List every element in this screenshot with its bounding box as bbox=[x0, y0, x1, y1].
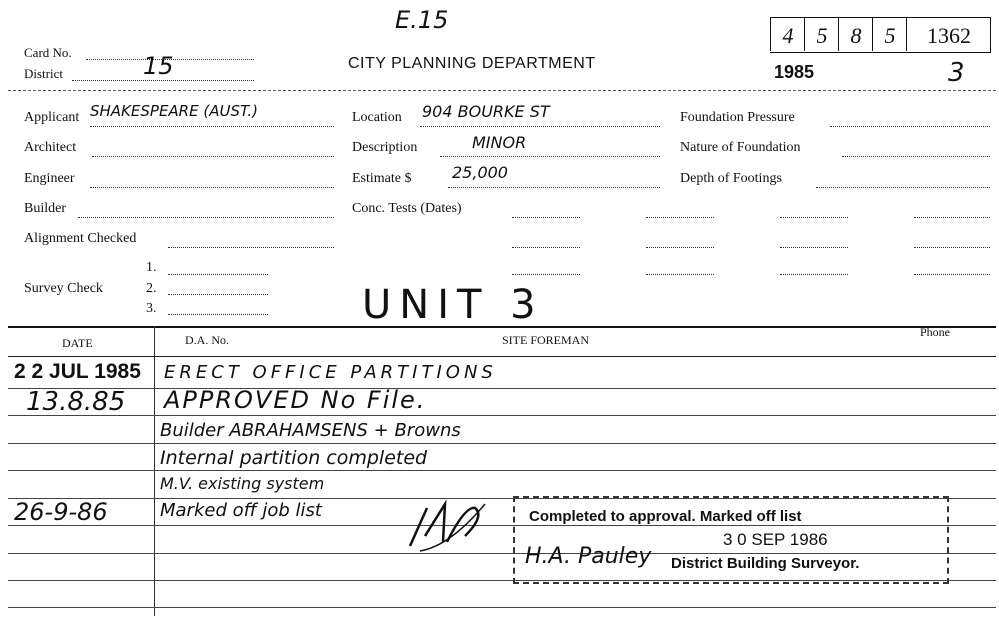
unit-note: UNIT 3 bbox=[362, 282, 544, 328]
number-box-3 bbox=[838, 17, 873, 51]
builder-label: Builder bbox=[24, 201, 66, 216]
conc-tests-line-a bbox=[512, 217, 580, 218]
stamp-date: 3 0 SEP 1986 bbox=[723, 530, 828, 549]
header-separator bbox=[8, 90, 996, 91]
location-line bbox=[420, 126, 660, 127]
engineer-label: Engineer bbox=[24, 171, 75, 186]
estimate-label: Estimate $ bbox=[352, 171, 412, 186]
sheet-number: 3 bbox=[948, 58, 965, 88]
survey-check-label: Survey Check bbox=[24, 281, 103, 296]
stamp-signature: H.A. Pauley bbox=[525, 544, 652, 569]
survey-number-1: 1. bbox=[146, 260, 157, 275]
log-table-top-border bbox=[8, 326, 996, 328]
log-date-column-divider bbox=[154, 326, 155, 616]
log-entry-text-3: Builder ABRAHAMSENS + Browns bbox=[160, 420, 461, 441]
survey-line-2 bbox=[168, 294, 268, 295]
depth-footings-label: Depth of Footings bbox=[680, 171, 782, 186]
alignment-label: Alignment Checked bbox=[24, 231, 137, 246]
number-box-3-value: 8 bbox=[850, 23, 862, 48]
location-value: 904 BOURKE ST bbox=[422, 102, 550, 121]
da-column-header: D.A. No. bbox=[185, 333, 229, 347]
alignment-line bbox=[168, 247, 334, 248]
nature-foundation-label: Nature of Foundation bbox=[680, 140, 801, 155]
test-line-r2c1 bbox=[646, 247, 714, 248]
district-value: 15 bbox=[143, 52, 174, 80]
description-label: Description bbox=[352, 140, 418, 155]
number-box-1 bbox=[770, 17, 805, 51]
log-rule-3 bbox=[8, 443, 996, 444]
log-rule-9 bbox=[8, 607, 996, 608]
test-line-r1c3 bbox=[914, 217, 990, 218]
log-entry-date-1: 2 2 JUL 1985 bbox=[14, 360, 141, 383]
log-header-rule bbox=[8, 356, 996, 357]
number-box-2 bbox=[804, 17, 839, 51]
number-box-1-value: 4 bbox=[782, 23, 794, 48]
log-entry-text-1: ERECT OFFICE PARTITIONS bbox=[164, 362, 497, 383]
architect-label: Architect bbox=[24, 140, 77, 155]
approval-stamp bbox=[513, 496, 949, 584]
conc-tests-label: Conc. Tests (Dates) bbox=[352, 201, 462, 216]
nature-foundation-line bbox=[842, 156, 990, 157]
foundation-pressure-label: Foundation Pressure bbox=[680, 110, 795, 125]
location-label: Location bbox=[352, 110, 402, 125]
applicant-value: SHAKESPEARE (AUST.) bbox=[90, 102, 258, 120]
log-entry-text-4: Internal partition completed bbox=[160, 447, 428, 469]
architect-line bbox=[92, 156, 334, 157]
conc-tests-line-c bbox=[512, 274, 580, 275]
top-reference: E.15 bbox=[395, 6, 449, 34]
description-line bbox=[440, 156, 660, 157]
survey-line-1 bbox=[168, 274, 268, 275]
foundation-pressure-line bbox=[830, 126, 990, 127]
test-line-r3c2 bbox=[780, 274, 848, 275]
log-entry-date-6: 26-9-86 bbox=[14, 498, 108, 526]
log-entry-text-6: Marked off job list bbox=[160, 500, 322, 521]
survey-line-3 bbox=[168, 314, 268, 315]
phone-column-header: Phone bbox=[920, 325, 950, 339]
number-box-2-value: 5 bbox=[816, 23, 828, 48]
description-value: MINOR bbox=[472, 133, 527, 152]
number-box-5 bbox=[906, 17, 991, 51]
stamp-office: District Building Surveyor. bbox=[671, 555, 860, 572]
applicant-label: Applicant bbox=[24, 110, 80, 125]
estimate-value: 25,000 bbox=[452, 163, 508, 182]
log-rule-1 bbox=[8, 388, 996, 389]
date-column-header: DATE bbox=[62, 336, 93, 350]
builder-line bbox=[78, 217, 334, 218]
estimate-line bbox=[448, 187, 660, 188]
applicant-line bbox=[90, 126, 334, 127]
survey-number-2: 2. bbox=[146, 281, 157, 296]
log-entry-text-2: APPROVED No File. bbox=[164, 386, 427, 414]
depth-footings-line bbox=[816, 187, 990, 188]
log-rule-4 bbox=[8, 470, 996, 471]
card-year: 1985 bbox=[774, 62, 815, 82]
log-entry-text-5: M.V. existing system bbox=[160, 474, 325, 493]
test-line-r1c1 bbox=[646, 217, 714, 218]
survey-number-3: 3. bbox=[146, 301, 157, 316]
log-rule-2 bbox=[8, 415, 996, 416]
district-label: District bbox=[24, 66, 63, 81]
number-box-5-value: 1362 bbox=[927, 23, 971, 48]
number-box-4-value: 5 bbox=[884, 23, 896, 48]
engineer-line bbox=[90, 187, 334, 188]
card-no-label: Card No. bbox=[24, 45, 72, 60]
conc-tests-line-b bbox=[512, 247, 580, 248]
test-line-r1c2 bbox=[780, 217, 848, 218]
test-line-r2c3 bbox=[914, 247, 990, 248]
log-entry-date-2: 13.8.85 bbox=[26, 387, 126, 417]
district-line bbox=[72, 80, 254, 81]
test-line-r3c1 bbox=[646, 274, 714, 275]
test-line-r2c2 bbox=[780, 247, 848, 248]
page-title: CITY PLANNING DEPARTMENT bbox=[348, 55, 596, 72]
test-line-r3c3 bbox=[914, 274, 990, 275]
stamp-completed-line: Completed to approval. Marked off list bbox=[529, 508, 802, 525]
number-box-4 bbox=[872, 17, 907, 51]
foreman-column-header: SITE FOREMAN bbox=[502, 333, 590, 347]
initials-signature bbox=[405, 496, 495, 556]
